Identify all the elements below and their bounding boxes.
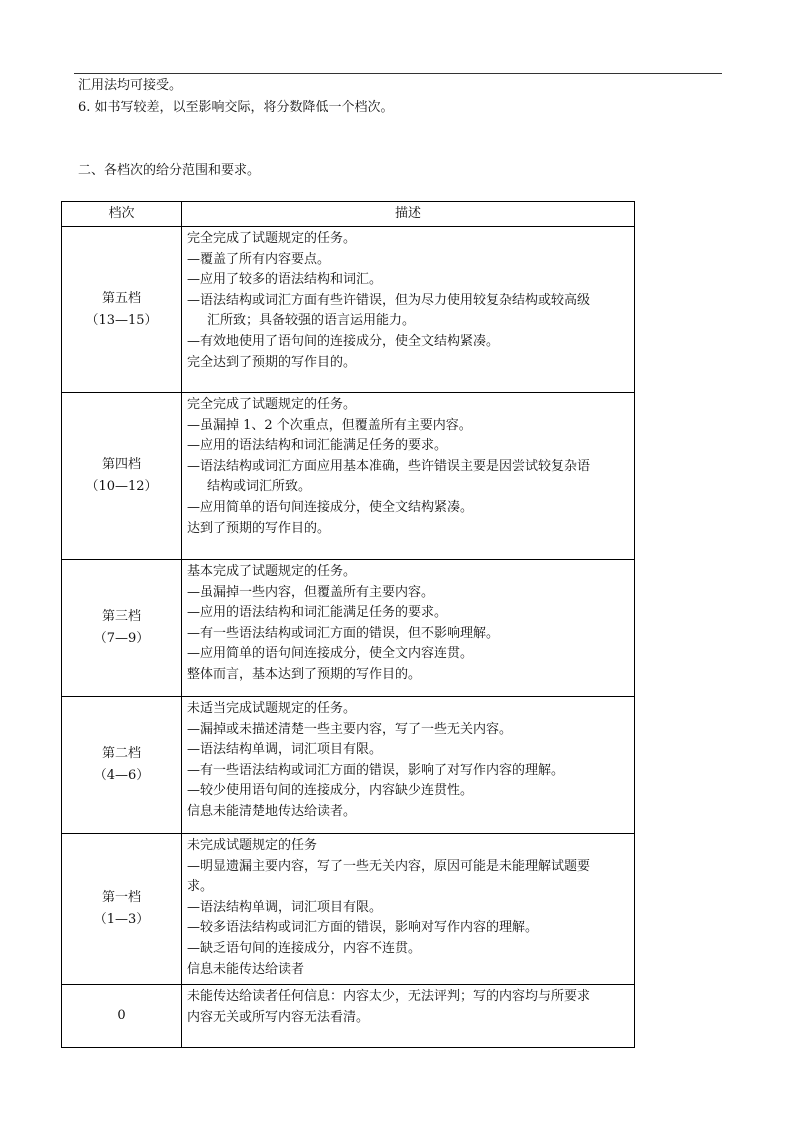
description-line: —应用简单的语句间连接成分，使全文结构紧凑。 bbox=[187, 499, 474, 515]
description-line: 达到了预期的写作目的。 bbox=[187, 520, 331, 536]
level-name: 第五档 bbox=[101, 290, 141, 306]
description-line: —虽漏掉 1、2 个次重点，但覆盖所有主要内容。 bbox=[187, 417, 472, 433]
level-cell bbox=[62, 834, 182, 985]
description-line: 汇所致；具备较强的语言运用能力。 bbox=[207, 313, 416, 329]
level-range: （4—6） bbox=[93, 768, 150, 783]
level-name: 0 bbox=[117, 1008, 126, 1024]
description-line: —缺乏语句间的连接成分，内容不连贯。 bbox=[187, 940, 422, 956]
level-name: 第二档 bbox=[101, 746, 141, 761]
description-line: —有一些语法结构或词汇方面的错误，影响了对写作内容的理解。 bbox=[187, 762, 565, 778]
description-line: —语法结构单调，词汇项目有限。 bbox=[187, 742, 383, 758]
description-line: —应用简单的语句间连接成分，使全文内容连贯。 bbox=[187, 646, 474, 662]
intro-line-2: 6. 如书写较差，以至影响交际，将分数降低一个档次。 bbox=[78, 100, 394, 115]
level-cell bbox=[62, 227, 182, 393]
description-line: —漏掉或未描述清楚一些主要内容，写了一些无关内容。 bbox=[187, 721, 513, 737]
description-line: 完全完成了试题规定的任务。 bbox=[187, 231, 357, 246]
description-line: 未能传达给读者任何信息：内容太少，无法评判；写的内容均与所要求 bbox=[187, 989, 591, 1005]
level-cell bbox=[62, 985, 182, 1048]
intro-line-1: 汇用法均可接受。 bbox=[78, 78, 183, 93]
description-cell bbox=[182, 393, 635, 560]
description-line: 基本完成了试题规定的任务。 bbox=[187, 564, 357, 579]
description-line: 内容无关或所写内容无法看清。 bbox=[187, 1009, 370, 1025]
description-cell bbox=[182, 560, 635, 697]
description-line: —较多语法结构或词汇方面的错误，影响对写作内容的理解。 bbox=[187, 920, 539, 936]
level-name: 第四档 bbox=[101, 457, 141, 472]
grading-table bbox=[61, 201, 635, 1048]
header-rule bbox=[74, 73, 722, 74]
table-row bbox=[62, 560, 635, 697]
level-name: 第一档 bbox=[101, 890, 141, 906]
description-line: —应用了较多的语法结构和词汇。 bbox=[187, 272, 383, 288]
description-line: —语法结构或词汇方面应用基本准确，些许错误主要是因尝试较复杂语 bbox=[187, 458, 591, 474]
level-cell bbox=[62, 697, 182, 834]
header-level: 档次 bbox=[62, 202, 182, 227]
table-header-row bbox=[62, 202, 635, 227]
section-title: 二、各档次的给分范围和要求。 bbox=[78, 163, 261, 178]
description-line: —明显遗漏主要内容，写了一些无关内容，原因可能是未能理解试题要 bbox=[187, 858, 591, 874]
description-cell bbox=[182, 227, 635, 393]
description-line: —有效地使用了语句间的连接成分，使全文结构紧凑。 bbox=[187, 333, 500, 349]
level-range: （1—3） bbox=[93, 912, 150, 928]
description-line: —较少使用语句间的连接成分，内容缺少连贯性。 bbox=[187, 783, 474, 799]
level-name: 第三档 bbox=[101, 609, 141, 624]
table-row bbox=[62, 393, 635, 560]
description-line: 完全达到了预期的写作目的。 bbox=[187, 354, 357, 370]
description-line: —应用的语法结构和词汇能满足任务的要求。 bbox=[187, 438, 448, 454]
level-cell bbox=[62, 560, 182, 697]
level-range: （10—12） bbox=[85, 479, 158, 494]
description-line: 未适当完成试题规定的任务。 bbox=[187, 701, 357, 716]
level-range: （7—9） bbox=[93, 631, 150, 646]
description-cell bbox=[182, 834, 635, 985]
description-line: 结构或词汇所致。 bbox=[207, 479, 312, 495]
description-cell bbox=[182, 985, 635, 1048]
description-line: —虽漏掉一些内容，但覆盖所有主要内容。 bbox=[187, 584, 435, 600]
description-line: 信息未能传达给读者 bbox=[187, 961, 305, 977]
level-cell bbox=[62, 393, 182, 560]
description-cell bbox=[182, 697, 635, 834]
description-line: —语法结构单调，词汇项目有限。 bbox=[187, 899, 383, 915]
description-line: 信息未能清楚地传达给读者。 bbox=[187, 803, 357, 819]
level-range: （13—15） bbox=[85, 312, 158, 328]
description-line: —覆盖了所有内容要点。 bbox=[187, 251, 331, 267]
description-line: —语法结构或词汇方面有些许错误，但为尽力使用较复杂结构或较高级 bbox=[187, 292, 591, 308]
description-line: —应用的语法结构和词汇能满足任务的要求。 bbox=[187, 605, 448, 621]
description-line: —有一些语法结构或词汇方面的错误，但不影响理解。 bbox=[187, 625, 500, 641]
description-line: 求。 bbox=[187, 879, 214, 895]
header-description: 描述 bbox=[182, 202, 635, 227]
description-line: 未完成试题规定的任务 bbox=[187, 838, 318, 853]
table-row bbox=[62, 227, 635, 393]
table-row bbox=[62, 834, 635, 985]
description-line: 整体而言，基本达到了预期的写作目的。 bbox=[187, 666, 422, 682]
table-row bbox=[62, 985, 635, 1048]
description-line: 完全完成了试题规定的任务。 bbox=[187, 397, 357, 412]
table-row bbox=[62, 697, 635, 834]
